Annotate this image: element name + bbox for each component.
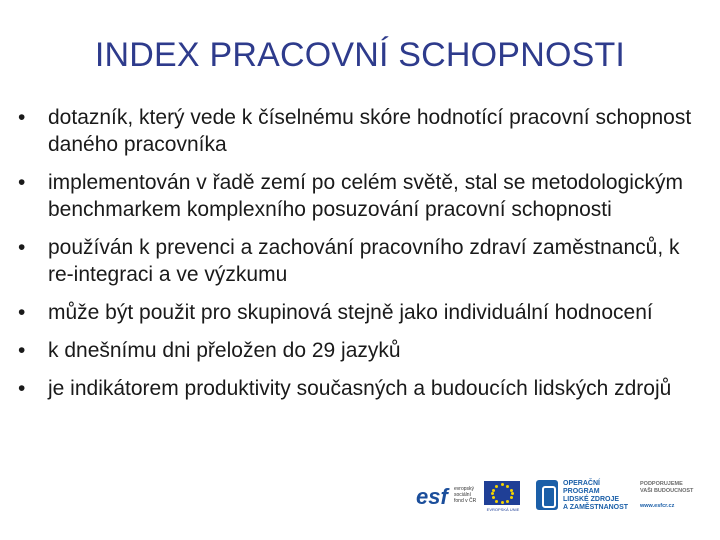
bullet-dot: • — [18, 236, 26, 259]
bullet-text: může být použit pro skupinová stejně jako individuální hodnocení — [48, 301, 653, 324]
slide-title: INDEX PRACOVNÍ SCHOPNOSTI — [94, 36, 626, 74]
bullet-dot: • — [18, 171, 26, 194]
bullet-dot: • — [18, 339, 26, 362]
support-text — [640, 481, 693, 495]
funding-logos — [416, 478, 712, 514]
support-line-1: PODPORUJEME — [640, 481, 683, 487]
bullet-text: používán k prevenci a zachování pracovního zdraví zaměstnanců, k re-integraci a ve výzkumu — [48, 236, 680, 286]
support-line-2: VAŠI BUDOUCNOST — [640, 488, 694, 494]
op-line-2: LIDSKÉ ZDROJE — [563, 496, 620, 503]
bullet-item — [18, 169, 708, 223]
bullet-text: implementován v řadě zemí po celém světě, stal se metodologickým benchmarkem komplexního posuzování pracovní schopnosti — [48, 171, 683, 221]
op-mark-icon — [536, 480, 558, 510]
op-line-1: OPERAČNÍ PROGRAM — [563, 480, 600, 495]
bullet-dot: • — [18, 377, 26, 400]
bullet-item — [18, 234, 708, 288]
bullet-text: dotazník, který vede k číselnému skóre hodnotící pracovní schopnost daného pracovníka — [48, 106, 692, 156]
op-lzz-logo — [536, 478, 634, 514]
esf-logo — [416, 478, 477, 514]
op-line-3: A ZAMĚSTNANOST — [563, 504, 629, 511]
support-url: www.esfcr.cz — [640, 503, 675, 509]
eu-logo-text: EVROPSKÁ UNIE — [486, 507, 520, 512]
esf-wordmark: esf — [416, 484, 448, 509]
support-logo — [640, 478, 712, 514]
bullet-item — [18, 104, 708, 158]
esf-logo-text: evropský sociální fond v ČR — [454, 486, 477, 504]
bullet-item — [18, 299, 708, 326]
bullet-dot: • — [18, 106, 26, 129]
bullet-text: je indikátorem produktivity současných a budoucích lidských zdrojů — [48, 377, 672, 400]
bullet-list — [18, 104, 708, 413]
bullet-item — [18, 337, 708, 364]
bullet-item — [18, 375, 708, 402]
bullet-text: k dnešnímu dni přeložen do 29 jazyků — [48, 339, 401, 362]
eu-logo — [478, 478, 528, 514]
op-logo-text — [563, 480, 634, 512]
eu-flag-icon — [484, 481, 520, 505]
bullet-dot: • — [18, 301, 26, 324]
